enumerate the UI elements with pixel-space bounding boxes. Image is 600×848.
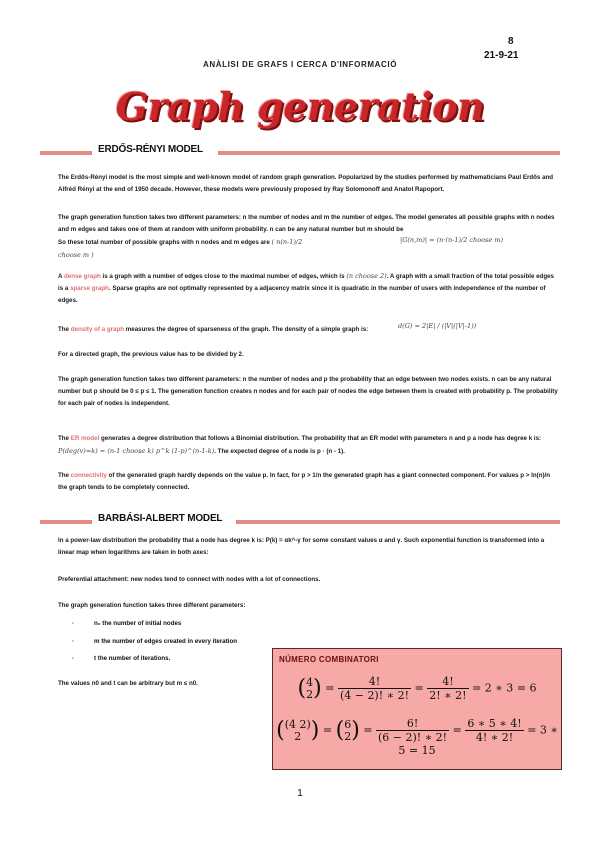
ba-paragraph-4: The values n0 and t can be arbitrary but m ≤ n0. bbox=[58, 680, 198, 687]
equation-2: ((4 2) 2 ) = (6 2) = $\frac{6!}{(6 - 2)! ∗ 2!}$ = $\frac{6 ∗ 5 ∗ 4!}{4! ∗ 2!}$ = 3 ∗ 5 = 15 bbox=[276, 717, 558, 757]
binomial-formula: P(deg(v)=k) = (n-1 choose k) p^k (1-p)^(n-1-k) bbox=[58, 447, 215, 455]
page-title: Graph generation bbox=[115, 84, 485, 129]
er-model-term: ER model bbox=[70, 435, 100, 442]
box-title: NÚMERO COMBINATORI bbox=[279, 655, 379, 664]
footer-page-number: 1 bbox=[297, 788, 303, 799]
section-header-ba bbox=[40, 514, 560, 528]
er-paragraph-3: A dense graph is a graph with a number of edges close to the maximal number of edges, which is (n choose 2). A graph with a small fraction of the total possible edges is a sparse graph. Sparse graphs are not optimally represented by a adjacency matrix since it is quadratic in the number of users with independence of the number of edges. bbox=[58, 272, 555, 304]
er-paragraph-8: The connectivity of the generated graph hardly depends on the value p. In fact, for p > 1/n the generated graph has a giant connected component. For values p > ln(n)/n the graph tends to be completely connected. bbox=[58, 472, 551, 491]
section-label: BARBÁSI-ALBERT MODEL bbox=[98, 513, 223, 524]
er-paragraph-5: For a directed graph, the previous value has to be divided by 2. bbox=[58, 351, 244, 358]
ba-paragraph-2: Preferential attachment: new nodes tend to connect with nodes with a lot of connections. bbox=[58, 576, 321, 583]
er-paragraph-2: The graph generation function takes two different parameters: n the number of nodes and m the number of edges. The model generates all possible graphs with n nodes and m edges and takes one of them at random with uniform probability. n can be any natural number but m should be bbox=[58, 214, 555, 233]
binom-n2-m: ( n(n-1)/2 choose m ) bbox=[58, 238, 303, 259]
bullet-item: · m the number of edges created in every iteration bbox=[72, 638, 238, 645]
er-paragraph-1: The Erdős-Rényi model is the most simple and well-known model of random graph generation. Popularized by the studies performed by mathematicians Paul Erdős and Alfréd Rényi at the end of 1950 decade. However, these models were previously proposed by Ray Solomonoff and Anatol Rapoport. bbox=[58, 174, 554, 193]
sparse-graph-term: sparse graph bbox=[70, 285, 109, 292]
er-paragraph-6: The graph generation function takes two different parameters: n the number of nodes and p the probability that an edge between two nodes exists. n can be any natural number but p should be 0 ≤ p ≤ 1. The generation function creates n nodes and for each pair of nodes the edge between them is created with probability p. The probability for each pair of nodes is independent. bbox=[58, 376, 558, 407]
ba-paragraph-3: The graph generation function takes three different parameters: bbox=[58, 602, 246, 609]
bullet-item: · t the number of iterations. bbox=[72, 655, 171, 662]
ba-paragraph-1: In a power-law distribution the probability that a node has degree k is: P(k) = αk^-γ for some constant values α and γ. Such exponential function is transformed into a linear map when logarithms are taken in both axes: bbox=[58, 537, 545, 556]
er-paragraph-7: The ER model generates a degree distribution that follows a Binomial distribution. The probability that an ER model with parameters n and p a node has degree k is: P(deg(v)=k) = (n-1 choose k) p^k (1-p)^(n-1-k). The expected degree of a node is p · (n - 1). bbox=[58, 435, 542, 455]
binom-n-2: (n choose 2) bbox=[346, 272, 387, 280]
density-formula: d(G) = 2|E| / (|V|(|V|-1)) bbox=[398, 322, 477, 330]
er-paragraph-2b: So these total number of possible graphs with n nodes and m edges are ( n(n-1)/2 choose m ) bbox=[58, 238, 303, 259]
er-paragraph-4: The density of a graph measures the degree of sparseness of the graph. The density of a simple graph is: bbox=[58, 326, 369, 333]
page-number: 8 bbox=[508, 36, 514, 47]
total-graphs-formula: |G(n,m)| = (n·(n-1)/2 choose m) bbox=[400, 236, 504, 244]
connectivity-term: connectivity bbox=[70, 472, 107, 479]
combinatorics-box bbox=[272, 648, 562, 770]
density-term: density of a graph bbox=[70, 326, 125, 333]
section-label: ERDŐS-RÉNYI MODEL bbox=[98, 144, 203, 155]
course-title: ANÀLISI DE GRAFS I CERCA D'INFORMACIÓ bbox=[202, 60, 398, 69]
dense-graph-term: dense graph bbox=[63, 273, 101, 280]
bullet-item: · n₀ the number of initial nodes bbox=[72, 620, 182, 627]
date: 21-9-21 bbox=[484, 50, 519, 61]
section-header-er bbox=[40, 145, 560, 159]
equation-1: (4 2) = $\frac{4!}{(4 - 2)! ∗ 2!}$ = $\frac{4!}{2! ∗ 2!}$ = 2 ∗ 3 = 6 bbox=[297, 675, 537, 702]
